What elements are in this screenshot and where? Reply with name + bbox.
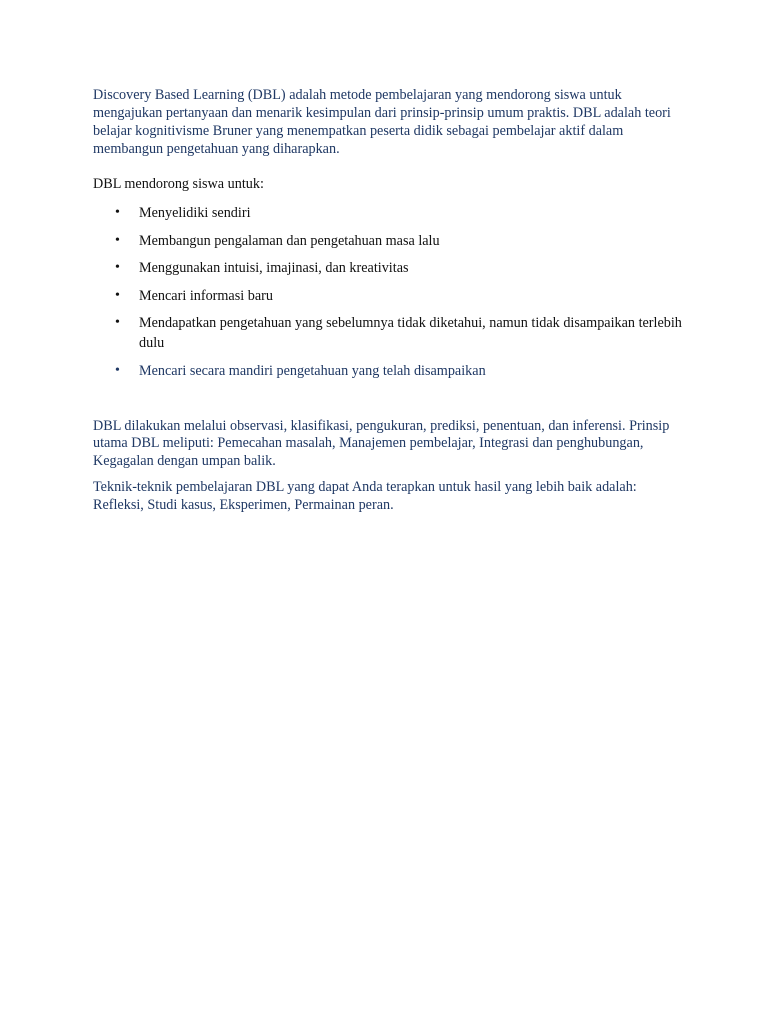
list-item (93, 286, 683, 306)
list-lead-text: DBL mendorong siswa untuk: (93, 176, 264, 192)
document-content (93, 86, 683, 514)
list-item-text: Menggunakan intuisi, imajinasi, dan kreativitas (139, 260, 409, 276)
intro-paragraph: Discovery Based Learning (DBL) adalah metode pembelajaran yang mendorong siswa untuk mengajukan pertanyaan dan menarik kesimpulan dari prinsip-prinsip umum praktis. DBL adalah teori belajar kognitivisme Bruner yang menempatkan peserta didik sebagai pembelajar aktif dalam membangun pengetahuan yang diharapkan. (93, 87, 671, 157)
techniques-paragraph: Teknik-teknik pembelajaran DBL yang dapat Anda terapkan untuk hasil yang lebih baik adalah: Refleksi, Studi kasus, Eksperimen, Permainan peran. (93, 479, 637, 513)
list-item (93, 231, 683, 251)
list-item (93, 258, 683, 278)
list-item-text: Menyelidiki sendiri (139, 205, 251, 221)
bullet-icon: • (115, 205, 120, 220)
bullet-icon: • (115, 232, 120, 248)
list-item-text: Mencari secara mandiri pengetahuan yang telah disampaikan (139, 362, 486, 379)
bullet-icon: • (115, 315, 120, 330)
list-item (93, 203, 683, 223)
bullet-icon: • (115, 260, 120, 275)
bullet-icon: • (115, 287, 120, 303)
bullet-list (93, 203, 683, 381)
list-item-text: Mencari informasi baru (139, 287, 273, 304)
process-paragraph: DBL dilakukan melalui observasi, klasifikasi, pengukuran, prediksi, penentuan, dan inferensi. Prinsip utama DBL meliputi: Pemecahan masalah, Manajemen pembelajar, Integrasi dan penghubungan, Kegagalan dengan umpan balik. (93, 417, 670, 469)
bullet-icon: • (115, 362, 120, 378)
list-item (93, 361, 683, 381)
list-item-text: Membangun pengalaman dan pengetahuan masa lalu (139, 232, 440, 249)
list-item (93, 313, 683, 353)
list-item-text: Mendapatkan pengetahuan yang sebelumnya tidak diketahui, namun tidak disampaikan terlebih dulu (139, 315, 682, 351)
